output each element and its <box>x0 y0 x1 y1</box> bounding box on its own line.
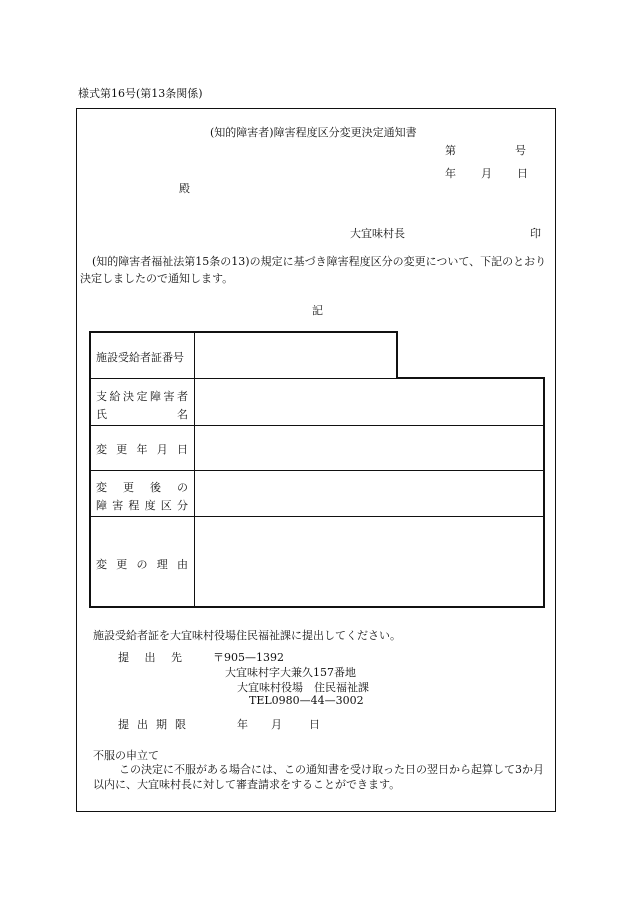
address-line-1: 大宜味村字大兼久157番地 <box>225 666 356 679</box>
number-prefix: 第 <box>445 144 456 157</box>
date-day: 日 <box>517 167 528 180</box>
notice-text: 施設受給者証を大宜味村役場住民福祉課に提出してください。 <box>93 629 401 642</box>
issuer: 大宜味村長 <box>350 227 405 240</box>
date-month: 月 <box>481 167 492 180</box>
value-change-date[interactable] <box>196 427 542 469</box>
submission-label: 提 出 先 <box>118 651 182 664</box>
address-line-2: 大宜味村役場 住民福祉課 <box>237 681 369 694</box>
label-certificate-number: 施設受給者証番号 <box>96 351 184 364</box>
deadline-month: 月 <box>271 718 282 731</box>
deadline-year: 年 <box>237 718 248 731</box>
form-label: 様式第16号(第13条関係) <box>78 87 203 100</box>
label-change-date: 変 更 年 月 日 <box>96 443 188 456</box>
value-change-reason[interactable] <box>196 518 542 605</box>
objection-heading: 不服の申立て <box>93 749 159 762</box>
telephone: TEL0980—44—3002 <box>249 694 364 707</box>
value-recipient-name[interactable] <box>196 380 542 424</box>
body-text: (知的障害者福祉法第15条の13)の規定に基づき障害程度区分の変更について、下記のとおり決定しましたので通知します。 <box>80 255 547 285</box>
deadline-label: 提 出 期 限 <box>118 718 186 731</box>
ki-heading: 記 <box>312 304 323 317</box>
addressee-suffix: 殿 <box>179 182 190 195</box>
seal-mark: 印 <box>530 227 541 240</box>
document-title: (知的障害者)障害程度区分変更決定通知書 <box>210 126 417 139</box>
date-year: 年 <box>445 167 456 180</box>
label-recipient-name: 支 給 決 定 障 害 者 氏 名 <box>96 390 188 421</box>
objection-text: この決定に不服がある場合には、この通知書を受け取った日の翌日から起算して3か月以内に、大宜味村長に対して審査請求をすることができます。 <box>93 763 544 791</box>
value-new-level[interactable] <box>196 472 542 515</box>
deadline-day: 日 <box>309 718 320 731</box>
postal-code: 〒905—1392 <box>213 651 284 664</box>
value-certificate-number[interactable] <box>196 334 395 377</box>
label-new-level: 変 更 後 の 障 害 程 度 区 分 <box>96 481 188 512</box>
number-suffix: 号 <box>515 144 526 157</box>
label-change-reason: 変 更 の 理 由 <box>96 558 188 571</box>
